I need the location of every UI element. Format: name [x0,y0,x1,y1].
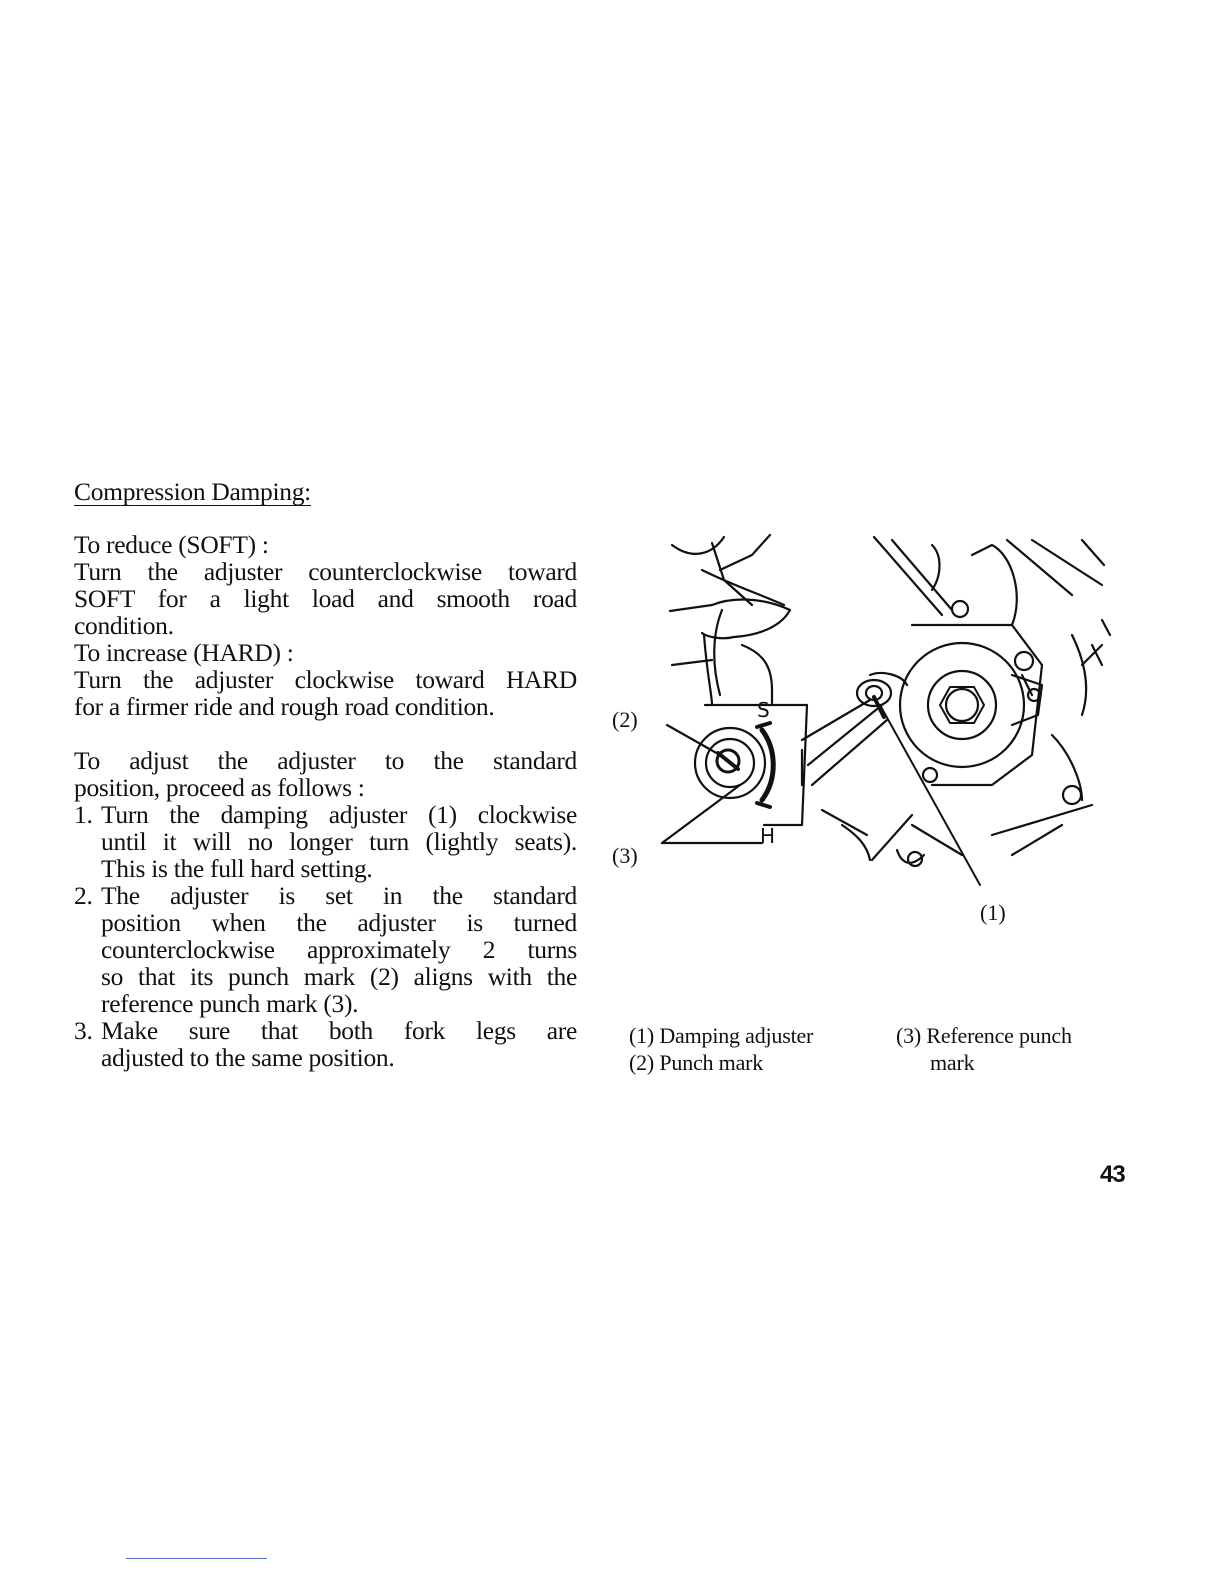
soft-text-line: SOFT for a light load and smooth road [74,584,577,613]
step-item [74,882,577,1017]
step-line: so that its punch mark (2) aligns with the [101,962,577,991]
caption-reference-punch-mark-cont: mark [930,1050,975,1075]
step-number: 1. [74,800,93,829]
page-number: 43 [1100,1161,1125,1188]
bottom-rule [126,1558,267,1559]
hard-text-line: Turn the adjuster clockwise toward HARD [74,665,577,694]
instruction-text [74,452,577,1071]
caption-damping-adjuster: (1) Damping adjuster [629,1023,814,1048]
damping-adjuster-illustration [612,525,1112,945]
caption-punch-mark: (2) Punch mark [629,1050,764,1075]
callout-2: (2) [612,707,638,732]
hard-text-line: for a firmer ride and rough road condition. [74,692,495,721]
caption-reference-punch-mark: (3) Reference punch [896,1023,1072,1048]
step-number: 3. [74,1016,93,1045]
step-line: This is the full hard setting. [101,854,373,883]
hard-title: To increase (HARD) : [74,638,294,667]
step-line: adjusted to the same position. [101,1043,395,1072]
soft-title: To reduce (SOFT) : [74,530,269,559]
intro-line: position, proceed as follows : [74,773,365,802]
step-line: reference punch mark (3). [101,989,359,1018]
callout-1: (1) [980,900,1006,925]
soft-text-line: Turn the adjuster counterclockwise toward [74,557,577,586]
intro-line: To adjust the adjuster to the standard [74,746,577,775]
fork-line-drawing [612,525,1112,945]
soft-text-line: condition. [74,611,174,640]
callout-3: (3) [612,843,638,868]
steps-list [74,801,577,1071]
step-item [74,801,577,882]
figure-caption-right [896,1022,1072,1076]
step-line: counterclockwise approximately 2 turns [101,935,577,964]
dial-hard-label: H [760,824,776,848]
section-heading: Compression Damping: [74,476,311,506]
step-item [74,1017,577,1071]
step-line: until it will no longer turn (lightly seats). [101,827,577,856]
step-line: position when the adjuster is turned [101,908,577,937]
dial-soft-label: S [757,698,770,722]
step-line: Turn the damping adjuster (1) clockwise [101,800,577,829]
step-line: Make sure that both fork legs are [101,1016,577,1045]
step-number: 2. [74,881,93,910]
step-line: The adjuster is set in the standard [101,881,577,910]
figure-caption-left [629,1022,813,1076]
